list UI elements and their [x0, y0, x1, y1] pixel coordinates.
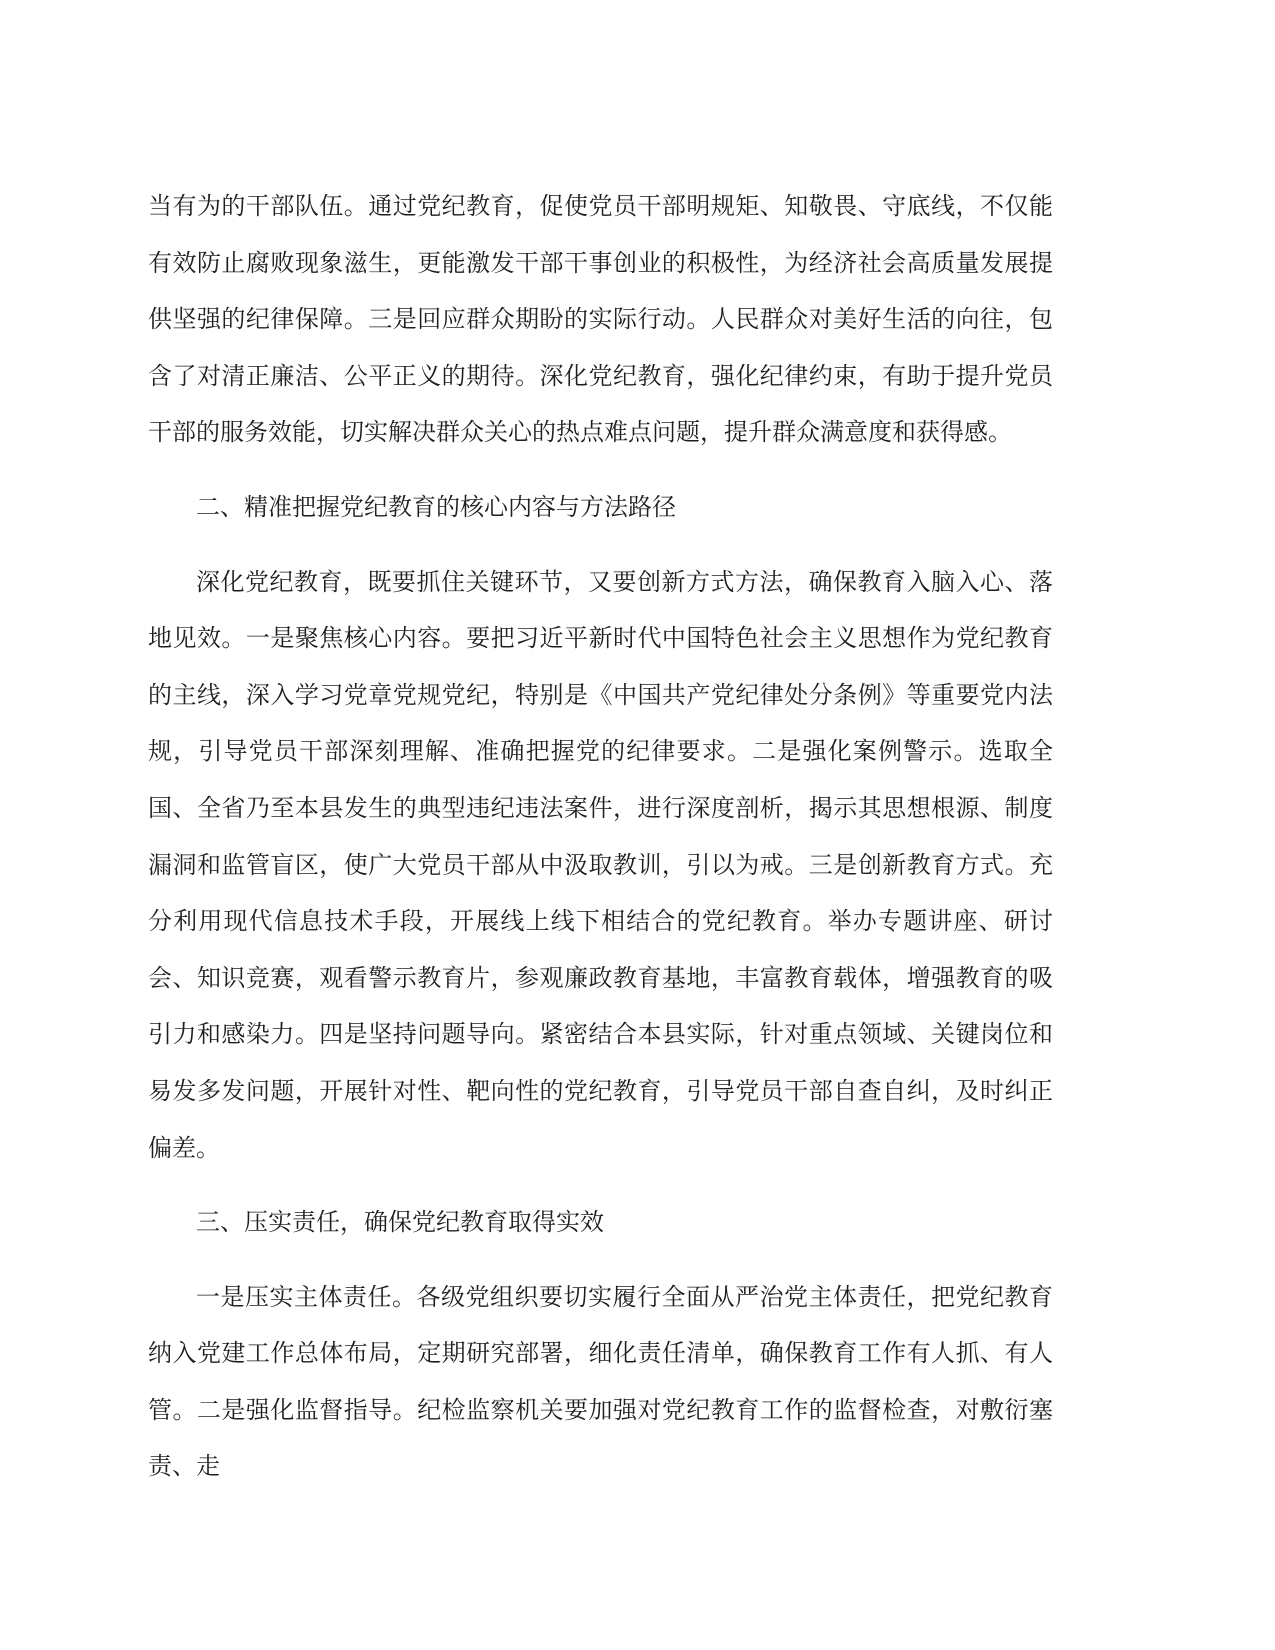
- paragraph-gap: [148, 461, 1053, 479]
- body-paragraph-2: 深化党纪教育，既要抓住关键环节，又要创新方式方法，确保教育入脑入心、落地见效。一是聚焦核心内容。要把习近平新时代中国特色社会主义思想作为党纪教育的主线，深入学习党章党规党纪，特别是《中国共产党纪律处分条例》等重要党内法规，引导党员干部深刻理解、准确把握党的纪律要求。二是强化案例警示。选取全国、全省乃至本县发生的典型违纪违法案件，进行深度剖析，揭示其思想根源、制度漏洞和监管盲区，使广大党员干部从中汲取教训，引以为戒。三是创新教育方式。充分利用现代信息技术手段，开展线上线下相结合的党纪教育。举办专题讲座、研讨会、知识竞赛，观看警示教育片，参观廉政教育基地，丰富教育载体，增强教育的吸引力和感染力。四是坚持问题导向。紧密结合本县实际，针对重点领域、关键岗位和易发多发问题，开展针对性、靶向性的党纪教育，引导党员干部自查自纠，及时纠正偏差。: [148, 567, 1053, 1162]
- section-heading-3: 三、压实责任，确保党纪教育取得实效: [196, 1208, 604, 1237]
- paragraph-gap: [148, 536, 1053, 554]
- document-page: [148, 178, 1053, 1495]
- body-paragraph-1: 当有为的干部队伍。通过党纪教育，促使党员干部明规矩、知敬畏、守底线，不仅能有效防止腐败现象滋生，更能激发干部干事创业的积极性，为经济社会高质量发展提供坚强的纪律保障。三是回应群众期盼的实际行动。人民群众对美好生活的向往，包含了对清正廉洁、公平正义的期待。深化党纪教育，强化纪律约束，有助于提升党员干部的服务效能，切实解决群众关心的热点难点问题，提升群众满意度和获得感。: [148, 192, 1053, 447]
- paragraph-gap: [148, 1251, 1053, 1269]
- body-paragraph-3: 一是压实主体责任。各级党组织要切实履行全面从严治党主体责任，把党纪教育纳入党建工作总体布局，定期研究部署，细化责任清单，确保教育工作有人抓、有人管。二是强化监督指导。纪检监察机关要加强对党纪教育工作的监督检查，对敷衍塞责、走: [148, 1282, 1053, 1481]
- section-heading-2: 二、精准把握党纪教育的核心内容与方法路径: [196, 492, 676, 521]
- paragraph-gap: [148, 1176, 1053, 1194]
